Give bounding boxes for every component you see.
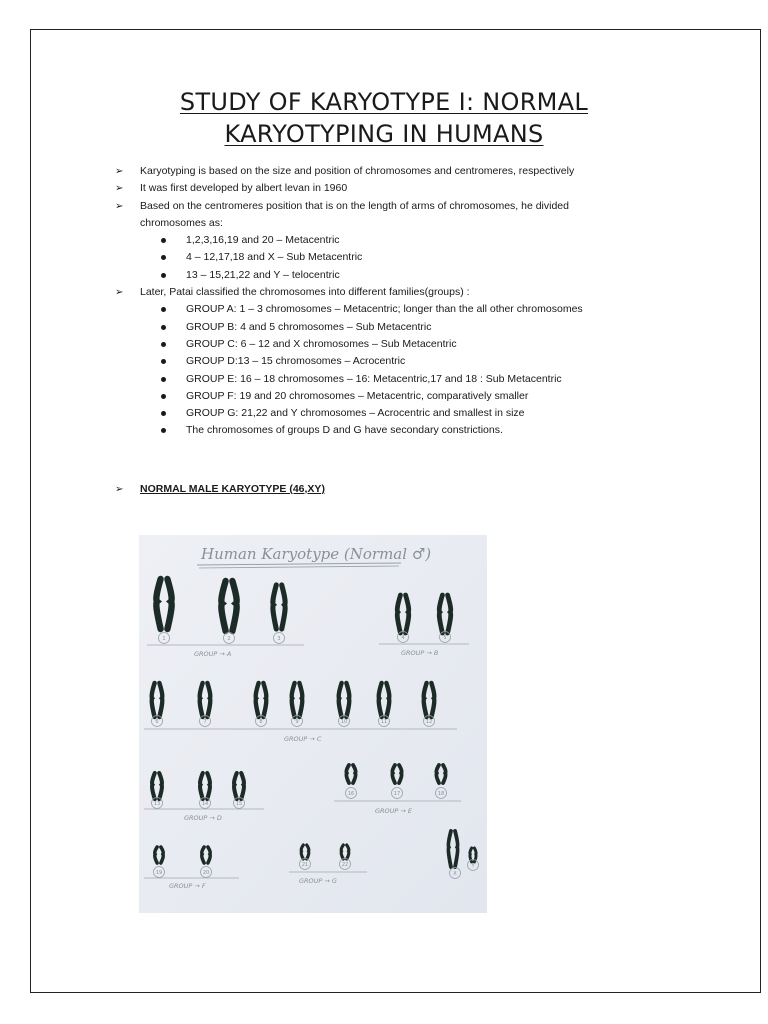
photo-heading: Human Karyotype (Normal ♂) <box>201 545 432 563</box>
group-label: GROUP → G <box>299 877 337 885</box>
sub-bullet-text: GROUP G: 21,22 and Y chromosomes – Acrocentric and smallest in size <box>186 407 525 420</box>
sub-bullet-item <box>115 388 675 405</box>
chromosome-number: 4 <box>401 635 405 641</box>
dot-bullet-icon <box>161 428 166 433</box>
sub-bullet-item <box>115 371 675 388</box>
group-label: GROUP → B <box>401 649 439 657</box>
arrow-bullet-icon: ➢ <box>115 183 124 195</box>
sub-bullet-item <box>115 301 675 318</box>
chromosome-number: 15 <box>235 801 243 807</box>
sub-bullet-item <box>115 267 675 284</box>
chromosome-number: 13 <box>153 801 161 807</box>
dot-bullet-icon <box>161 325 166 330</box>
sub-bullet-item <box>115 353 675 370</box>
bullet-item <box>115 163 675 180</box>
sub-bullet-text: 13 – 15,21,22 and Y – telocentric <box>186 268 340 281</box>
chromosome-number: 3 <box>277 636 281 642</box>
chromosome-number: 22 <box>341 862 349 868</box>
title-line-2: KARYOTYPING IN HUMANS <box>224 120 544 148</box>
dot-bullet-icon <box>161 273 166 278</box>
arrow-bullet-icon: ➢ <box>115 287 124 299</box>
karyotype-photo <box>139 535 487 913</box>
sub-bullet-item <box>115 319 675 336</box>
chromosome-number: 11 <box>380 719 388 725</box>
sub-bullet-text: 1,2,3,16,19 and 20 – Metacentric <box>186 234 340 247</box>
karyotype-drawing <box>139 535 487 913</box>
sub-bullet-text: GROUP D:13 – 15 chromosomes – Acrocentric <box>186 355 406 368</box>
chromosome-number: 14 <box>201 801 209 807</box>
bullet-text: It was first developed by albert levan in 1960 <box>140 182 348 195</box>
chromosome-number: 18 <box>437 791 445 797</box>
bullet-text: Karyotyping is based on the size and position of chromosomes and centromeres, respectively <box>140 165 575 177</box>
sub-bullet-text: GROUP E: 16 – 18 chromosomes – 16: Metacentric,17 and 18 : Sub Metacentric <box>186 372 562 385</box>
bullet-item <box>115 198 675 233</box>
chromosome-number: 1 <box>162 636 166 642</box>
group-label: GROUP → F <box>169 882 206 890</box>
chromosome-number: X <box>453 871 457 877</box>
page-title <box>0 86 768 150</box>
dot-bullet-icon <box>161 342 166 347</box>
chromosome-number: 12 <box>425 719 433 725</box>
sub-bullet-item <box>115 422 675 439</box>
group-label: GROUP → E <box>375 807 413 815</box>
chromosome-number: 7 <box>203 719 207 725</box>
dot-bullet-icon <box>161 255 166 260</box>
title-line-1: STUDY OF KARYOTYPE I: NORMAL <box>179 88 589 116</box>
chromosome-number: Y <box>471 863 475 869</box>
dot-bullet-icon <box>161 359 166 364</box>
bullet-item <box>115 180 675 197</box>
chromosome-number: 8 <box>259 719 263 725</box>
arrow-bullet-icon: ➢ <box>115 200 124 212</box>
chromosome-number: 5 <box>443 635 447 641</box>
sub-bullet-text: GROUP F: 19 and 20 chromosomes – Metacentric, comparatively smaller <box>186 389 529 402</box>
sub-bullet-item <box>115 249 675 266</box>
chromosome-number: 20 <box>202 870 210 876</box>
dot-bullet-icon <box>161 307 166 312</box>
bullet-text: chromosomes as: <box>140 216 223 229</box>
chromosome-number: 9 <box>295 719 299 725</box>
dot-bullet-icon <box>161 238 166 243</box>
chromosome-number: 19 <box>155 870 163 876</box>
bullet-text: Based on the centromeres position that is on the length of arms of chromosomes, he divided <box>140 199 569 212</box>
sub-bullet-text: GROUP B: 4 and 5 chromosomes – Sub Metacentric <box>186 320 432 333</box>
group-label: GROUP → D <box>184 814 222 822</box>
bullet-list <box>115 163 675 498</box>
group-label: GROUP → C <box>284 735 322 743</box>
chromosome-number: 6 <box>155 719 159 725</box>
karyotype-heading: NORMAL MALE KARYOTYPE (46,XY) <box>140 482 325 495</box>
bullet-item <box>115 481 675 498</box>
arrow-bullet-icon: ➢ <box>115 483 124 495</box>
sub-bullet-text: GROUP C: 6 – 12 and X chromosomes – Sub Metacentric <box>186 337 457 350</box>
chromosome-number: 10 <box>340 719 348 725</box>
arrow-bullet-icon: ➢ <box>115 166 124 177</box>
sub-bullet-item <box>115 336 675 353</box>
bullet-item <box>115 284 675 301</box>
dot-bullet-icon <box>161 411 166 416</box>
chromosome-number: 17 <box>393 791 401 797</box>
sub-bullet-item <box>115 405 675 422</box>
sub-bullet-text: 4 – 12,17,18 and X – Sub Metacentric <box>186 251 363 264</box>
dot-bullet-icon <box>161 394 166 399</box>
chromosome-number: 16 <box>347 791 355 797</box>
chromosome-number: 2 <box>227 636 231 642</box>
bullet-text: Later, Patai classified the chromosomes into different families(groups) : <box>140 286 470 299</box>
sub-bullet-item <box>115 232 675 249</box>
sub-bullet-text: GROUP A: 1 – 3 chromosomes – Metacentric; longer than the all other chromosomes <box>186 303 583 316</box>
sub-bullet-text: The chromosomes of groups D and G have secondary constrictions. <box>186 424 503 437</box>
dot-bullet-icon <box>161 377 166 382</box>
chromosome-number: 21 <box>301 862 309 868</box>
group-label: GROUP → A <box>194 650 232 658</box>
